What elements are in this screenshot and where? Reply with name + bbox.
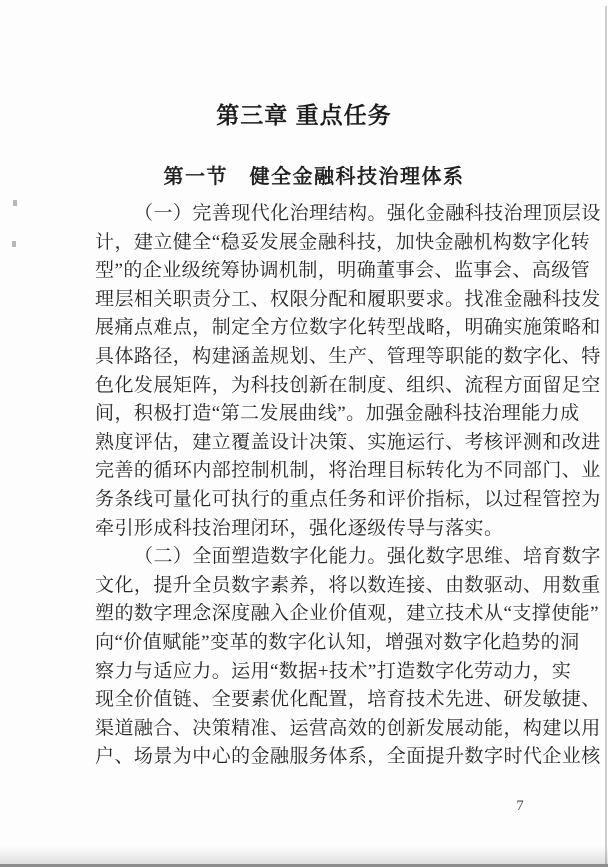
body-text-line: 计，建立健全“稳妥发展金融科技，加快金融机构数字化转 [95,231,591,253]
body-text-line: 完善的循环内部控制机制，将治理目标转化为不同部门、业 [95,460,601,482]
scan-bottom-shadow [0,846,608,864]
body-text-line: 塑的数字理念深度融入企业价值观，建立技术从“支撑使能” [95,603,600,625]
body-text-line: 向“价值赋能”变革的数字化认知，增强对数字化趋势的洞 [95,631,580,653]
body-text-line: 色化发展矩阵，为科技创新在制度、组织、流程方面留足空 [95,374,601,396]
scan-right-edge [605,6,607,867]
body-text-line: 现全价值链、全要素优化配置，培育技术先进、研发敏捷、 [95,689,601,711]
body-text-line: 间，积极打造“第二发展曲线”。加强金融科技治理能力成 [95,403,580,425]
page-number: 7 [516,798,524,814]
body-text-line: 理层相关职责分工、权限分配和履职要求。找准金融科技发 [95,288,601,310]
body-text-line: （一）完善现代化治理结构。强化金融科技治理顶层设 [134,203,601,224]
chapter-title: 第三章 重点任务 [216,102,392,129]
body-text-line: 型”的企业级统筹协调机制，明确董事会、监事会、高级管 [95,260,591,282]
body-text-line: 牵引形成科技治理闭环，强化逐级传导与落实。 [95,517,504,539]
body-text-line: 具体路径，构建涵盖规划、生产、管理等职能的数字化、特 [95,345,601,367]
section-title: 第一节 健全金融科技治理体系 [163,165,465,188]
body-text-line: 展痛点难点，制定全方位数字化转型战略，明确实施策略和 [95,317,601,339]
body-text-line: 户、场景为中心的金融服务体系，全面提升数字时代企业核 [95,746,601,768]
body-text-line: 文化，提升全员数字素养，将以数连接、由数驱动、用数重 [95,574,601,596]
body-text-line: （二）全面塑造数字化能力。强化数字思维、培育数字 [134,546,601,568]
body-text-line: 熟度评估，建立覆盖设计决策、实施运行、考核评测和改进 [95,431,601,453]
body-text-line: 察力与适应力。运用“数据+技术”打造数字化劳动力，实 [95,660,572,682]
scan-speck [13,200,17,206]
scan-speck [12,241,16,247]
body-text-line: 务条线可量化可执行的重点任务和评价指标，以过程管控为 [95,488,601,510]
body-text-block [95,200,601,772]
body-text-line: 渠道融合、决策精准、运营高效的创新发展动能，构建以用 [95,717,601,739]
